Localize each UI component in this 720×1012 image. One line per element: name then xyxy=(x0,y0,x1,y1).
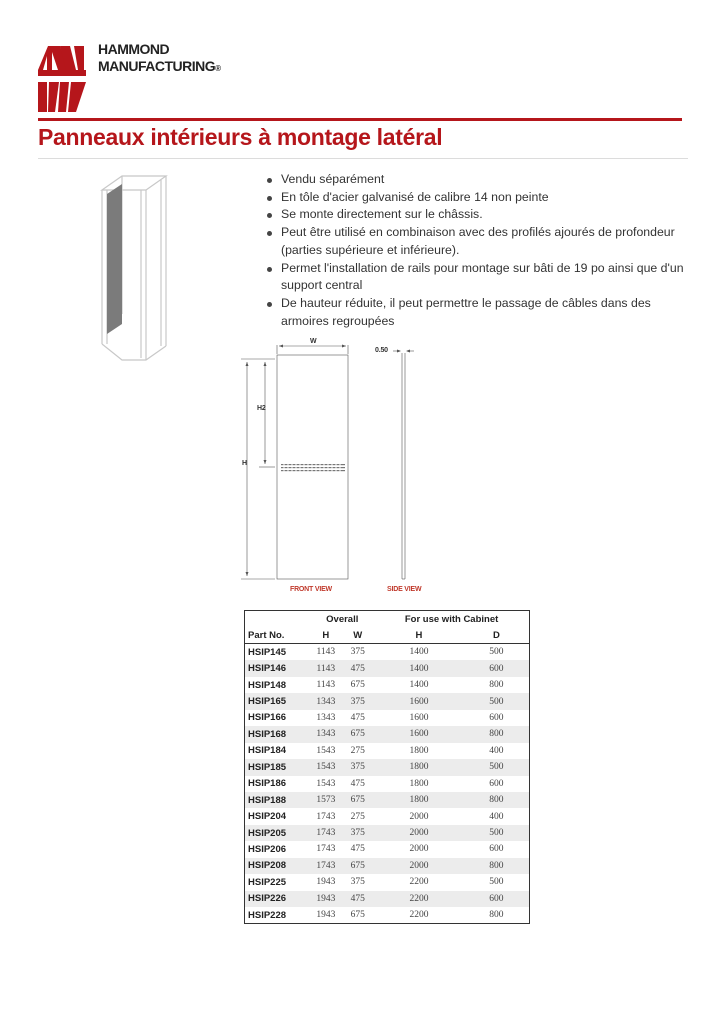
part-number-cell: HSIP185 xyxy=(245,759,311,775)
table-row xyxy=(245,841,530,857)
overall-w-cell: 475 xyxy=(341,660,374,676)
part-number-cell: HSIP228 xyxy=(248,909,287,921)
table-row xyxy=(245,891,530,907)
cabinet-d-cell: 800 xyxy=(464,792,530,808)
overall-h-cell: 1573 xyxy=(310,792,341,808)
col-part-no: Part No. xyxy=(245,627,311,644)
overall-w-cell: 675 xyxy=(341,726,374,742)
cabinet-d-cell: 600 xyxy=(489,778,504,789)
cabinet-d-cell: 600 xyxy=(489,712,504,723)
cabinet-d-cell: 400 xyxy=(489,811,504,822)
cabinet-h-cell: 2200 xyxy=(374,891,464,907)
cabinet-h-cell: 1800 xyxy=(374,759,464,775)
overall-h-cell: 1543 xyxy=(316,745,336,756)
cabinet-h-cell: 2200 xyxy=(409,877,429,888)
overall-w-cell: 675 xyxy=(350,910,365,921)
cabinet-h-cell: 2000 xyxy=(409,811,429,822)
cabinet-d-cell: 500 xyxy=(489,877,504,888)
part-number-cell: HSIP206 xyxy=(248,843,287,855)
overall-h-cell: 1743 xyxy=(310,825,341,841)
header-rule xyxy=(38,118,682,121)
table-row xyxy=(245,907,530,924)
col-overall-h: H xyxy=(310,627,341,644)
table-row xyxy=(245,710,530,726)
feature-item: Permet l'installation de rails pour montage sur bâti de 19 po ainsi que d'un support central xyxy=(262,260,692,295)
feature-item: Se monte directement sur le châssis. xyxy=(262,206,692,224)
overall-w-cell: 475 xyxy=(350,778,365,789)
part-number-cell: HSIP184 xyxy=(248,745,287,757)
table-row xyxy=(245,693,530,709)
front-view-caption: FRONT VIEW xyxy=(290,586,332,593)
cabinet-d-cell: 800 xyxy=(464,858,530,874)
part-number-cell: HSIP204 xyxy=(248,811,287,823)
overall-h-cell: 1743 xyxy=(316,811,336,822)
group-cabinet: For use with Cabinet xyxy=(404,613,499,625)
w-dimension-label: W xyxy=(310,338,317,345)
technical-drawing xyxy=(238,340,428,605)
cabinet-h-cell: 1400 xyxy=(374,660,464,676)
overall-w-cell: 675 xyxy=(341,792,374,808)
table-row xyxy=(245,677,530,693)
part-number-cell: HSIP225 xyxy=(248,876,287,888)
table-row xyxy=(245,660,530,676)
cabinet-d-cell: 500 xyxy=(464,693,530,709)
part-number-cell: HSIP165 xyxy=(245,693,311,709)
cabinet-d-cell: 400 xyxy=(489,745,504,756)
cabinet-h-cell: 1400 xyxy=(409,647,429,658)
cabinet-d-cell: 600 xyxy=(464,891,530,907)
cabinet-d-cell: 800 xyxy=(489,910,504,921)
title-divider xyxy=(38,158,688,159)
cabinet-d-cell: 600 xyxy=(464,660,530,676)
overall-h-cell: 1143 xyxy=(316,647,336,658)
brand-name xyxy=(98,41,221,77)
table-row xyxy=(245,825,530,841)
part-number-cell: HSIP188 xyxy=(245,792,311,808)
overall-w-cell: 675 xyxy=(341,858,374,874)
cabinet-d-cell: 800 xyxy=(464,726,530,742)
brand-line2: MANUFACTURING® xyxy=(98,58,221,74)
table-row xyxy=(245,644,530,661)
registered-mark: ® xyxy=(215,64,221,73)
feature-item: Vendu séparément xyxy=(262,171,692,189)
side-view-caption: SIDE VIEW xyxy=(387,586,422,593)
overall-w-cell: 375 xyxy=(341,693,374,709)
feature-item: De hauteur réduite, il peut permettre le passage de câbles dans des armoires regroupées xyxy=(262,295,692,330)
part-number-cell: HSIP148 xyxy=(248,679,287,691)
overall-h-cell: 1943 xyxy=(310,891,341,907)
part-number-cell: HSIP146 xyxy=(245,660,311,676)
overall-h-cell: 1543 xyxy=(316,778,336,789)
cabinet-h-cell: 1800 xyxy=(409,778,429,789)
cabinet-d-cell: 500 xyxy=(464,825,530,841)
table-row xyxy=(245,726,530,742)
col-cabinet-h: H xyxy=(374,627,464,644)
table-row xyxy=(245,743,530,759)
feature-item: En tôle d'acier galvanisé de calibre 14 non peinte xyxy=(262,189,692,207)
h-dimension-label: H xyxy=(242,460,247,467)
part-number-cell: HSIP226 xyxy=(245,891,311,907)
cabinet-h-cell: 1600 xyxy=(374,693,464,709)
h2-dimension-label: H2 xyxy=(257,405,266,412)
part-number-cell: HSIP145 xyxy=(248,646,287,658)
table-row xyxy=(245,792,530,808)
cabinet-d-cell: 800 xyxy=(489,680,504,691)
overall-w-cell: 375 xyxy=(350,877,365,888)
overall-h-cell: 1943 xyxy=(316,877,336,888)
part-number-cell: HSIP186 xyxy=(248,778,287,790)
overall-h-cell: 1343 xyxy=(310,726,341,742)
table-row xyxy=(245,874,530,890)
overall-h-cell: 1743 xyxy=(316,844,336,855)
cabinet-h-cell: 1600 xyxy=(409,712,429,723)
page-title: Panneaux intérieurs à montage latéral xyxy=(38,124,443,150)
part-number-cell: HSIP168 xyxy=(245,726,311,742)
group-overall: Overall xyxy=(326,613,359,625)
depth-dimension-label: 0.50 xyxy=(375,347,388,354)
overall-h-cell: 1743 xyxy=(310,858,341,874)
cabinet-panel-illustration xyxy=(96,174,176,364)
col-overall-w: W xyxy=(341,627,374,644)
overall-w-cell: 475 xyxy=(341,891,374,907)
hammond-logo-icon xyxy=(38,42,88,114)
part-number-cell: HSIP208 xyxy=(245,858,311,874)
cabinet-d-cell: 500 xyxy=(464,759,530,775)
cabinet-h-cell: 2000 xyxy=(374,858,464,874)
table-row xyxy=(245,808,530,824)
overall-h-cell: 1543 xyxy=(310,759,341,775)
overall-w-cell: 675 xyxy=(350,680,365,691)
feature-item: Peut être utilisé en combinaison avec des profilés ajourés de profondeur (parties supérieure et inférieure). xyxy=(262,224,692,259)
spec-table xyxy=(244,610,530,924)
brand-line1: HAMMOND xyxy=(98,41,170,57)
cabinet-h-cell: 2200 xyxy=(409,910,429,921)
overall-w-cell: 275 xyxy=(350,811,365,822)
overall-w-cell: 375 xyxy=(341,759,374,775)
panel-shade xyxy=(107,184,122,334)
feature-list xyxy=(262,171,692,330)
part-number-cell: HSIP205 xyxy=(245,825,311,841)
table-row xyxy=(245,759,530,775)
overall-w-cell: 375 xyxy=(350,647,365,658)
overall-w-cell: 275 xyxy=(350,745,365,756)
overall-h-cell: 1343 xyxy=(310,693,341,709)
col-cabinet-d: D xyxy=(464,627,530,644)
table-row xyxy=(245,776,530,792)
cabinet-h-cell: 1800 xyxy=(374,792,464,808)
cabinet-h-cell: 2000 xyxy=(409,844,429,855)
overall-h-cell: 1143 xyxy=(316,680,336,691)
table-group-header xyxy=(245,611,530,628)
cabinet-h-cell: 1600 xyxy=(374,726,464,742)
table-row xyxy=(245,858,530,874)
cabinet-d-cell: 500 xyxy=(489,647,504,658)
spec-table-body xyxy=(245,644,530,924)
overall-h-cell: 1343 xyxy=(316,712,336,723)
overall-w-cell: 475 xyxy=(350,844,365,855)
cabinet-d-cell: 600 xyxy=(489,844,504,855)
overall-h-cell: 1143 xyxy=(310,660,341,676)
part-number-cell: HSIP166 xyxy=(248,712,287,724)
cabinet-h-cell: 2000 xyxy=(374,825,464,841)
cabinet-h-cell: 1400 xyxy=(409,680,429,691)
table-column-header xyxy=(245,627,530,644)
overall-w-cell: 475 xyxy=(350,712,365,723)
overall-h-cell: 1943 xyxy=(316,910,336,921)
drawing-lines xyxy=(238,340,428,605)
overall-w-cell: 375 xyxy=(341,825,374,841)
cabinet-h-cell: 1800 xyxy=(409,745,429,756)
